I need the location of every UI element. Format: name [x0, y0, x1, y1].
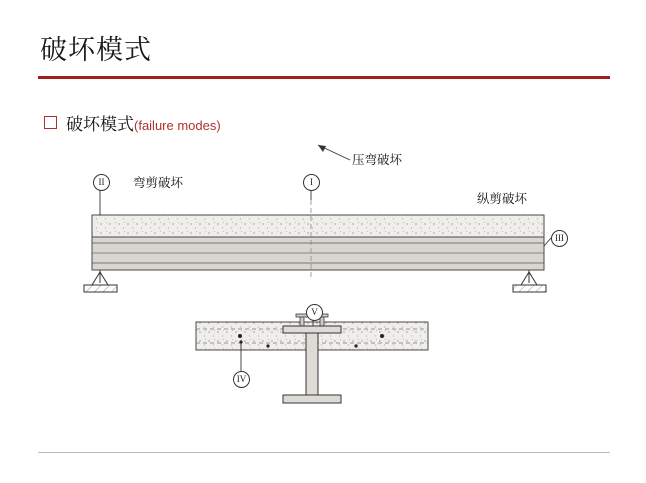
bullet-item — [44, 110, 221, 135]
failure-modes-diagram — [0, 140, 646, 440]
label-compression-bending-failure: 压弯破坏 — [352, 152, 403, 167]
bullet-label-en: (failure modes) — [134, 118, 221, 133]
callout-marker-iv: IV — [233, 371, 250, 388]
callout-marker-iii: III — [551, 230, 568, 247]
callout-marker-ii: II — [93, 174, 110, 191]
footer-divider — [38, 452, 610, 453]
bullet-label-cn: 破坏模式 — [66, 115, 134, 135]
callout-marker-i: I — [303, 174, 320, 191]
callout-marker-v: V — [306, 304, 323, 321]
label-shear-bending-failure: 弯剪破坏 — [133, 175, 184, 190]
square-bullet-icon — [44, 116, 57, 129]
label-longitudinal-shear-failure: 纵剪破坏 — [477, 191, 528, 206]
page-title: 破坏模式 — [40, 35, 152, 66]
title-divider — [38, 76, 610, 79]
